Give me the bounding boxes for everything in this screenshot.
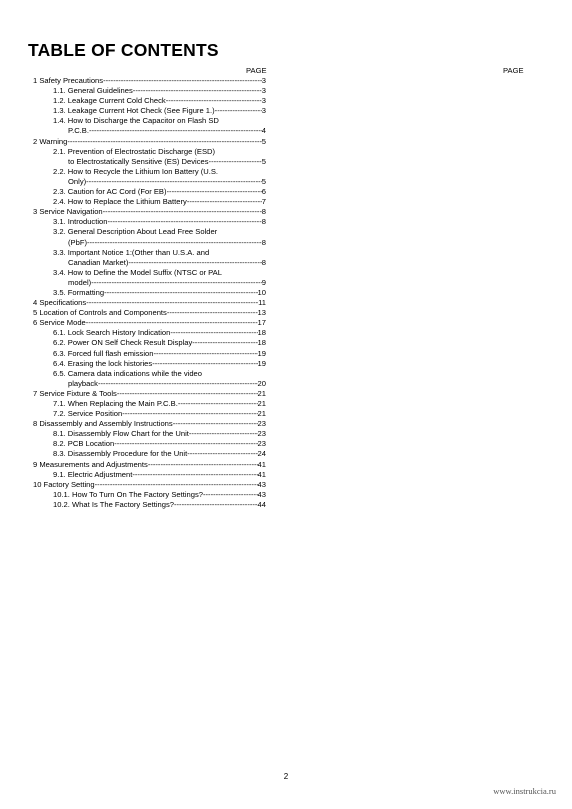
toc-leader-dashes: [114, 439, 257, 449]
toc-section-entry: [33, 207, 266, 217]
toc-page-number: 3: [261, 106, 266, 116]
toc-entry-text: P.C.B.: [68, 126, 89, 136]
toc-page-number: 43: [257, 479, 266, 489]
toc-leader-dashes: [170, 328, 257, 338]
toc-section-entry: [33, 137, 266, 147]
toc-page-number: 17: [257, 318, 266, 328]
toc-subsection-entry: [33, 449, 266, 459]
toc-title: TABLE OF CONTENTS: [28, 40, 219, 60]
toc-page-number: 3: [261, 96, 266, 106]
toc-page-number: 44: [257, 499, 266, 509]
toc-page-number: 3: [261, 86, 266, 96]
toc-entry-text: 6.3. Forced full flash emission: [53, 348, 154, 358]
toc-list: [33, 76, 266, 510]
toc-subsection-entry: [33, 227, 266, 247]
toc-entry-text: 7 Service Fixture & Tools: [33, 388, 117, 398]
toc-entry-text: 3 Service Navigation: [33, 207, 103, 217]
toc-leader-dashes: [187, 449, 257, 459]
toc-entry-text: 10.2. What Is The Factory Settings?: [53, 499, 174, 509]
toc-page-number: 20: [257, 378, 266, 388]
toc-subsection-entry: [33, 338, 266, 348]
toc-entry-text: 8.2. PCB Location: [53, 439, 115, 449]
toc-section-entry: [33, 318, 266, 328]
toc-leader-dashes: [86, 298, 258, 308]
toc-entry-text: Only): [68, 176, 87, 186]
toc-leader-dashes: [117, 389, 258, 399]
toc-entry-text: 7.2. Service Position: [53, 409, 123, 419]
toc-entry-text: 1.4. How to Discharge the Capacitor on Flash SD: [53, 116, 219, 126]
toc-subsection-entry: [33, 106, 266, 116]
toc-subsection-entry: [33, 359, 266, 369]
toc-entry-text: 2.4. How to Replace the Lithium Battery: [53, 197, 187, 207]
toc-leader-dashes: [215, 106, 262, 116]
toc-page-number: 5: [261, 136, 266, 146]
toc-leader-dashes: [178, 399, 258, 409]
toc-subsection-entry: [33, 490, 266, 500]
toc-leader-dashes: [203, 490, 258, 500]
toc-page-number: 21: [257, 388, 266, 398]
toc-page-number: 3: [261, 76, 266, 85]
toc-page-number: 19: [257, 358, 266, 368]
toc-entry-text: 3.4. How to Define the Model Suffix (NTSC or PAL: [53, 267, 222, 277]
toc-subsection-entry: [33, 96, 266, 106]
toc-leader-dashes: [103, 207, 262, 217]
toc-section-entry: [33, 76, 266, 86]
toc-leader-dashes: [209, 157, 262, 167]
toc-page-number: 21: [257, 399, 266, 408]
toc-leader-dashes: [86, 177, 262, 187]
toc-page-number: 8: [261, 257, 266, 267]
toc-page-number: 8: [261, 237, 266, 247]
toc-entry-text: 5 Location of Controls and Components: [33, 308, 167, 318]
toc-leader-dashes: [89, 126, 262, 136]
toc-entry-text: 10.1. How To Turn On The Factory Settings?: [53, 489, 203, 499]
toc-leader-dashes: [174, 500, 258, 510]
toc-page-number: 18: [257, 338, 266, 348]
toc-leader-dashes: [91, 278, 262, 288]
toc-entry-text: 1.2. Leakage Current Cold Check: [53, 96, 166, 106]
toc-section-entry: [33, 419, 266, 429]
toc-subsection-entry: [33, 288, 266, 298]
toc-entry-text: 3.5. Formatting: [53, 287, 105, 297]
toc-leader-dashes: [166, 96, 262, 106]
toc-entry-text: model): [68, 277, 92, 287]
toc-entry-text: 8.1. Disassembly Flow Chart for the Unit: [53, 429, 189, 439]
toc-page-number: 4: [261, 126, 266, 136]
watermark-text: www.instrukcia.ru: [493, 786, 556, 796]
toc-entry-text: 7.1. When Replacing the Main P.C.B.: [53, 399, 178, 408]
page-column-header-right: PAGE: [503, 66, 524, 75]
toc-subsection-entry: [33, 197, 266, 207]
toc-leader-dashes: [192, 338, 257, 348]
toc-page-number: 9: [261, 277, 266, 287]
toc-entry-text: 6 Service Mode: [33, 318, 86, 328]
toc-entry-text: playback: [68, 378, 98, 388]
toc-leader-dashes: [133, 86, 262, 96]
toc-entry-text: 2.3. Caution for AC Cord (For EB): [53, 187, 167, 197]
toc-section-entry: [33, 389, 266, 399]
toc-entry-text: 2.2. How to Recycle the Lithium Ion Battery (U.S.: [53, 166, 219, 176]
toc-entry-text: 9.1. Electric Adjustment: [53, 469, 133, 479]
toc-page-number: 24: [257, 449, 266, 459]
toc-page-number: 5: [261, 176, 266, 186]
toc-leader-dashes: [187, 197, 262, 207]
toc-entry-text: 6.5. Camera data indications while the video: [53, 368, 203, 378]
toc-entry-text: 3.1. Introduction: [53, 217, 108, 227]
toc-entry-text: 3.3. Important Notice 1:(Other than U.S.A. and: [53, 247, 210, 257]
toc-entry-text: 3.2. General Description About Lead Free Solder: [53, 227, 218, 237]
toc-entry-text: 6.4. Erasing the lock histories: [53, 358, 153, 368]
toc-page-number: 23: [257, 439, 266, 449]
toc-entry-text: (PbF): [68, 237, 87, 247]
toc-section-entry: [33, 480, 266, 490]
toc-leader-dashes: [87, 238, 262, 248]
toc-subsection-entry: [33, 369, 266, 389]
toc-entry-text: 9 Measurements and Adjustments: [33, 459, 148, 469]
toc-subsection-entry: [33, 349, 266, 359]
toc-entry-text: 6.1. Lock Search History Indication: [53, 328, 171, 338]
toc-leader-dashes: [103, 76, 262, 86]
toc-page-number: 19: [257, 348, 266, 358]
toc-leader-dashes: [167, 308, 258, 318]
toc-leader-dashes: [148, 460, 258, 470]
toc-subsection-entry: [33, 217, 266, 227]
toc-subsection-entry: [33, 248, 266, 268]
toc-subsection-entry: [33, 147, 266, 167]
toc-entry-text: to Electrostatically Sensitive (ES) Devices: [68, 156, 209, 166]
toc-entry-text: 8 Disassembly and Assembly Instructions: [33, 419, 173, 429]
toc-page-number: 41: [257, 469, 266, 479]
toc-entry-text: 2.1. Prevention of Electrostatic Discharge (ESD): [53, 146, 216, 156]
toc-leader-dashes: [153, 349, 257, 359]
toc-page-number: 5: [261, 156, 266, 166]
toc-leader-dashes: [122, 409, 257, 419]
toc-entry-text: 6.2. Power ON Self Check Result Display: [53, 338, 193, 348]
toc-leader-dashes: [107, 217, 261, 227]
toc-entry-text: 1 Safety Precautions: [33, 76, 104, 85]
toc-leader-dashes: [173, 419, 258, 429]
toc-section-entry: [33, 460, 266, 470]
toc-page-number: 11: [258, 298, 266, 308]
toc-page-number: 41: [257, 459, 266, 469]
toc-subsection-entry: [33, 187, 266, 197]
toc-section-entry: [33, 308, 266, 318]
toc-entry-text: 2 Warning: [33, 136, 68, 146]
toc-leader-dashes: [86, 318, 258, 328]
toc-page-number: 8: [261, 217, 266, 227]
toc-page-number: 43: [257, 489, 266, 499]
toc-entry-text: 1.3. Leakage Current Hot Check (See Figure 1.): [53, 106, 215, 116]
footer-page-number: 2: [283, 772, 289, 781]
toc-subsection-entry: [33, 328, 266, 338]
toc-leader-dashes: [152, 359, 257, 369]
toc-page-number: 23: [257, 419, 266, 429]
page-column-header-left: PAGE: [246, 66, 267, 75]
toc-subsection-entry: [33, 268, 266, 288]
toc-leader-dashes: [98, 379, 258, 389]
toc-subsection-entry: [33, 470, 266, 480]
toc-subsection-entry: [33, 116, 266, 136]
toc-entry-text: 1.1. General Guidelines: [53, 86, 133, 96]
toc-subsection-entry: [33, 439, 266, 449]
toc-leader-dashes: [189, 429, 258, 439]
toc-entry-text: 4 Specifications: [33, 298, 87, 308]
toc-page-number: 13: [257, 308, 266, 318]
toc-page-number: 7: [261, 197, 266, 207]
toc-leader-dashes: [104, 288, 257, 298]
toc-subsection-entry: [33, 399, 266, 409]
toc-page-number: 8: [261, 207, 266, 217]
toc-page-number: 23: [257, 429, 266, 439]
toc-page-number: 10: [257, 287, 266, 297]
toc-section-entry: [33, 298, 266, 308]
toc-subsection-entry: [33, 409, 266, 419]
toc-page-number: 18: [257, 328, 266, 338]
toc-page-number: 6: [261, 187, 266, 197]
toc-entry-text: 10 Factory Setting: [33, 479, 95, 489]
toc-subsection-entry: [33, 500, 266, 510]
toc-subsection-entry: [33, 429, 266, 439]
toc-leader-dashes: [128, 258, 261, 268]
toc-leader-dashes: [167, 187, 262, 197]
toc-leader-dashes: [132, 470, 257, 480]
toc-entry-text: 8.3. Disassembly Procedure for the Unit: [53, 449, 188, 459]
toc-leader-dashes: [67, 137, 261, 147]
toc-leader-dashes: [95, 480, 258, 490]
toc-entry-text: Canadian Market): [68, 257, 129, 267]
toc-subsection-entry: [33, 167, 266, 187]
toc-page-number: 21: [257, 409, 266, 419]
toc-subsection-entry: [33, 86, 266, 96]
